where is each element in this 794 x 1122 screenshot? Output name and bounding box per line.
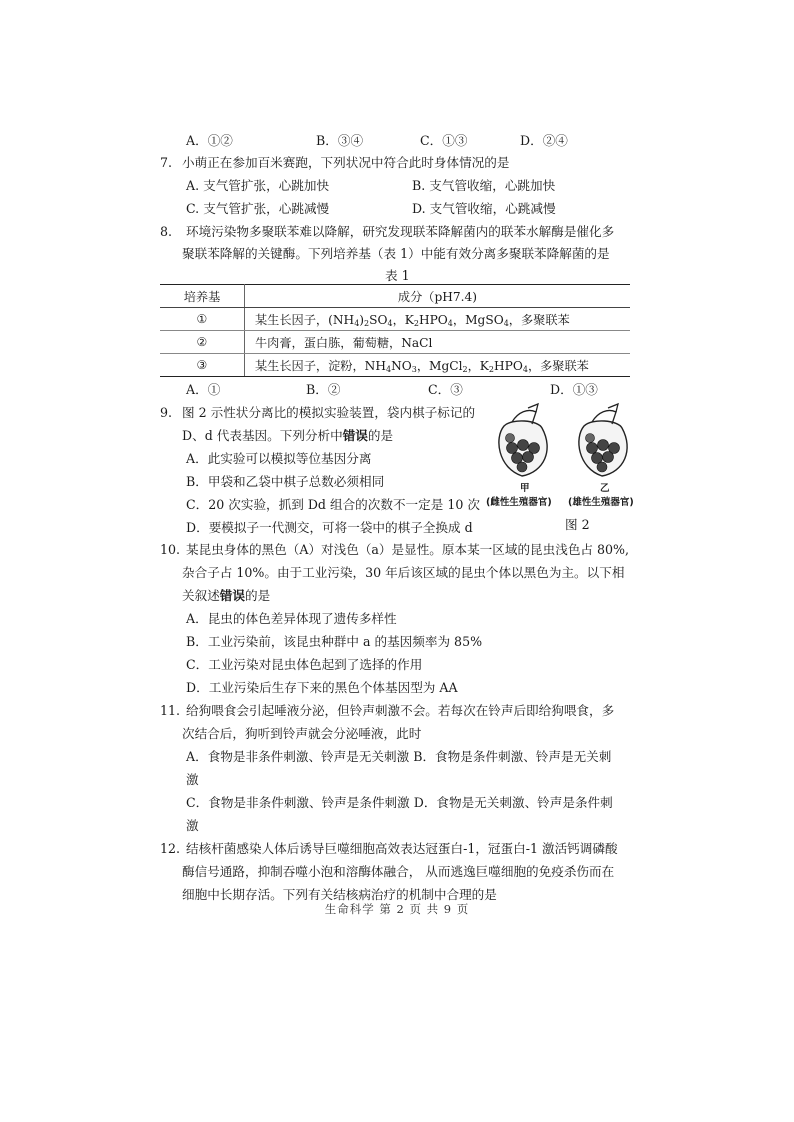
table-header-components: 成分（pH7.4)	[245, 285, 631, 308]
q8-number: 8.	[160, 224, 173, 239]
bag-jia-icon	[499, 404, 547, 476]
q12-stem-line-3: 细胞中长期存活。下列有关结核病治疗的机制中合理的是	[182, 887, 497, 902]
bags-illustration	[482, 398, 652, 508]
q9-number: 9.	[160, 405, 173, 420]
q10-option-b: B．工业污染前，该昆虫种群中 a 的基因频率为 85%	[186, 634, 483, 649]
table-1-caption: 表 1	[385, 268, 410, 283]
q8-option-c: C．③	[428, 382, 463, 397]
q8-option-a: A．①	[186, 382, 221, 397]
q9-option-d: D．要模拟子一代测交，可将一袋中的棋子全换成 d	[186, 520, 473, 535]
q8-option-d: D．①③	[550, 382, 598, 397]
q11-stem-line-1: 给狗喂食会引起唾液分泌，但铃声刺激不会。若每次在铃声后即给狗喂食，多	[186, 703, 615, 718]
q10-number: 10.	[160, 542, 181, 557]
figure-2	[482, 398, 652, 538]
page-footer: 生命科学 第 2 页 共 9 页	[324, 902, 470, 916]
q9-emphasis: 错误	[342, 428, 368, 443]
q9-stem-line-1: 图 2 示性状分离比的模拟实验装置，袋内棋子标记的	[182, 405, 476, 420]
row-1-content: 某生长因子，$(NH_4)_2SO_4$，$K_2HPO_4$，MgSO$_4$，多聚联苯	[245, 308, 631, 331]
q11-number: 11.	[160, 703, 181, 718]
q11-options-line-3: C．食物是非条件刺激、铃声是条件刺激 D．食物是无关刺激、铃声是条件刺	[186, 795, 613, 810]
q6-option-b: B．③④	[316, 133, 364, 148]
q9-stem-line-2: D、d 代表基因。下列分析中错误的是	[182, 428, 394, 443]
table-row	[160, 308, 630, 331]
row-2-id: ②	[160, 331, 245, 354]
q11-stem-line-2: 次结合后，狗听到铃声就会分泌唾液，此时	[182, 726, 422, 741]
q12-number: 12.	[160, 841, 181, 856]
table-row	[160, 331, 630, 354]
q10-option-a: A．昆虫的体色差异体现了遗传多样性	[186, 611, 397, 626]
q7-option-d: D. 支气管收缩，心跳减慢	[412, 201, 556, 216]
q12-stem-line-2: 酶信号通路，抑制吞噬小泡和溶酶体融合， 从而逃逸巨噬细胞的免疫杀伤而在	[182, 864, 615, 879]
q11-options-line-4: 激	[186, 818, 199, 833]
bag-2-sublabel: (雄性生殖器官)	[568, 497, 634, 508]
q7-stem: 小萌正在参加百米赛跑，下列状况中符合此时身体情况的是	[182, 155, 510, 170]
q10-emphasis: 错误	[219, 588, 245, 603]
q9-option-b: B．甲袋和乙袋中棋子总数必须相同	[186, 474, 385, 489]
bag-2-label: 乙	[600, 483, 610, 494]
figure-2-caption: 图 2	[565, 517, 590, 532]
table-1	[160, 284, 630, 377]
q7-option-b: B. 支气管收缩，心跳加快	[412, 178, 556, 193]
row-3-id: ③	[160, 354, 245, 377]
q10-option-c: C．工业污染对昆虫体色起到了选择的作用	[186, 657, 423, 672]
bag-1-sublabel: (雌性生殖器官)	[486, 497, 552, 508]
q10-option-d: D．工业污染后生存下来的黑色个体基因型为 AA	[186, 680, 458, 695]
row-1-id: ①	[160, 308, 245, 331]
q11-options-line-2: 激	[186, 772, 199, 787]
q8-stem-line-1: 环境污染物多聚联苯难以降解，研究发现联苯降解菌内的联苯水解酶是催化多	[186, 224, 615, 239]
q7-option-c: C. 支气管扩张，心跳减慢	[186, 201, 330, 216]
q6-option-c: C．①③	[420, 133, 468, 148]
bag-1-label: 甲	[520, 483, 530, 494]
row-2-content: 牛肉膏，蛋白胨，葡萄糖，NaCl	[245, 331, 631, 354]
q7-option-a: A. 支气管扩张，心跳加快	[186, 178, 330, 193]
q8-option-b: B．②	[306, 382, 341, 397]
q9-option-c: C．20 次实验，抓到 Dd 组合的次数不一定是 10 次	[186, 497, 480, 512]
row-3-content: 某生长因子，淀粉，$NH_4NO_3$，MgCl$_2$，$K_2HPO_4$，多聚联苯	[245, 354, 631, 377]
q10-stem-line-3: 关叙述错误的是	[182, 588, 271, 603]
bag-yi-icon	[579, 404, 627, 476]
q10-stem-line-2: 杂合子占 10%。由于工业污染，30 年后该区域的昆虫个体以黑色为主。以下相	[182, 565, 625, 580]
q12-stem-line-1: 结核杆菌感染人体后诱导巨噬细胞高效表达冠蛋白-1，冠蛋白-1 激活钙调磷酸	[186, 841, 618, 856]
table-row	[160, 354, 630, 377]
q7-number: 7.	[160, 155, 173, 170]
q10-stem-line-1: 某昆虫身体的黑色（A）对浅色（a）是显性。原本某一区域的昆虫浅色占 80%,	[186, 542, 630, 557]
q9-option-a: A．此实验可以模拟等位基因分离	[186, 451, 372, 466]
q11-options-line-1: A．食物是非条件刺激、铃声是无关刺激 B．食物是条件刺激、铃声是无关刺	[186, 749, 612, 764]
q8-stem-line-2: 聚联苯降解的关键酶。下列培养基（表 1）中能有效分离多聚联苯降解菌的是	[182, 246, 610, 261]
table-header-medium: 培养基	[160, 285, 245, 308]
q6-option-a: A．①②	[186, 133, 233, 148]
q6-option-d: D．②④	[520, 133, 568, 148]
